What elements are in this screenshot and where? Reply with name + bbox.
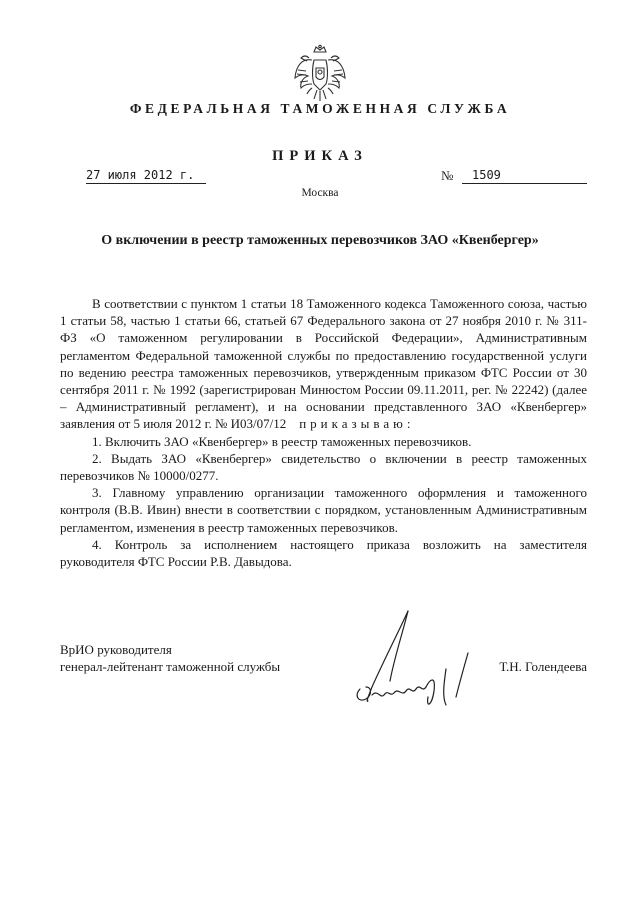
preamble-text: В соответствии с пунктом 1 статьи 18 Таможенного кодекса Таможенного союза, частью 1 статьи 58, частью 1 статьи 66, статьей 67 Федерального закона от 27 ноября 2010 г. № 311-ФЗ «О таможенном регулировании в Российской Федерации», Административным регламентом Федеральной таможенной службы по предоставлению государственной услуги по ведению реестра таможенных перевозчиков, утвержденным приказом ФТС России от 30 сентября 2011 г. № 1992 (зарегистрирован Минюстом России 09.11.2011, рег. № 22242) (далее – Административный регламент), и на основании представленного ЗАО «Квенбергер» заявления от 5 июля 2012 г. № И03/07/12	[60, 296, 587, 432]
order-item: 3. Главному управлению организации таможенного оформления и таможенного контроля (В.В. Ивин) внести в соответствии с порядком, установленным Административным регламентом, изменения в реестр таможенных перевозчиков.	[60, 485, 587, 535]
number-sign: №	[441, 168, 454, 183]
order-number: 1509	[462, 168, 587, 184]
order-item: 2. Выдать ЗАО «Квенбергер» свидетельство о включении в реестр таможенных перевозчиков № 10000/0277.	[60, 450, 587, 484]
order-number-field	[441, 168, 587, 184]
document-type: ПРИКАЗ	[272, 148, 368, 164]
order-word: приказываю:	[299, 416, 415, 432]
handwritten-signature	[350, 605, 480, 720]
order-item: 4. Контроль за исполнением настоящего приказа возложить на заместителя руководителя ФТС России Р.В. Давыдова.	[60, 536, 587, 570]
signer-name: Т.Н. Голендеева	[499, 659, 587, 674]
city: Москва	[301, 187, 339, 199]
agency-name: ФЕДЕРАЛЬНАЯ ТАМОЖЕННАЯ СЛУЖБА	[129, 101, 511, 116]
order-item: 1. Включить ЗАО «Квенбергер» в реестр таможенных перевозчиков.	[92, 433, 472, 449]
signer-position-line2: генерал-лейтенант таможенной службы	[60, 659, 281, 674]
order-date: 27 июля 2012 г.	[86, 168, 206, 184]
signer-position	[60, 641, 280, 675]
signer-position-line1: ВрИО руководителя	[60, 642, 172, 657]
document-title: О включении в реестр таможенных перевозчиков ЗАО «Квенбергер»	[101, 233, 539, 248]
preamble-paragraph	[60, 295, 587, 433]
document-body	[60, 295, 587, 570]
coat-of-arms-icon	[292, 44, 348, 104]
